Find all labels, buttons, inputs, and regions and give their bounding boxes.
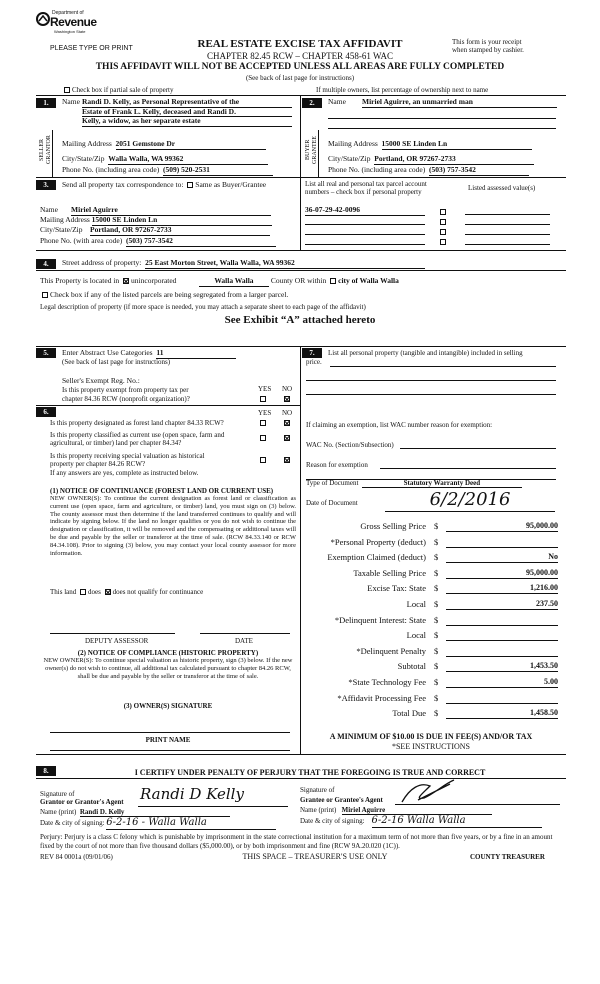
grantee-date-label: Date & city of signing:	[300, 817, 365, 825]
parcel-checkbox-2[interactable]	[438, 217, 448, 226]
currency-sign: $	[434, 692, 439, 703]
assessed-label: Listed assessed value(s)	[468, 184, 536, 192]
seller-name	[82, 98, 292, 127]
multiple-owners-note: If multiple owners, list percentage of ownership next to name	[316, 86, 489, 94]
amount-row	[300, 582, 560, 598]
amount-value	[446, 630, 558, 641]
doc-type-label: Type of Document	[306, 479, 359, 487]
dor-logo	[36, 10, 97, 40]
currency-sign: $	[434, 583, 439, 594]
unincorporated-checkbox[interactable]	[123, 278, 129, 284]
amount-label: Local	[406, 630, 426, 641]
currency-sign: $	[434, 645, 439, 656]
currency-sign: $	[434, 677, 439, 687]
amount-value	[446, 615, 558, 626]
buyer-name-label: Name	[328, 97, 346, 106]
amount-row	[300, 567, 560, 583]
continuance-body: NEW OWNER(S): To continue the current designation as forest land or classification as current use (open space, farm and agriculture, or timber) land, you must sign on (3) below. The county assessor must then determine if the land transferred continues to qualify and will indicate by signing below. If the land no longer qualifies or you do not wish to continue the designation or classification, it will be removed and the compensating or additional taxes will be due and payable by the seller or transferor at the time of sale. (RCW 84.33.140 or RCW 84.34.108). Prior to signing (3) below, you may contact your local county assessor for more information.	[50, 495, 296, 557]
unincorporated-label: unincorporated	[131, 276, 177, 285]
amount-label: Subtotal	[397, 661, 426, 672]
certify-statement: I CERTIFY UNDER PENALTY OF PERJURY THAT THE FOREGOING IS TRUE AND CORRECT	[134, 768, 486, 777]
sec5-see-back: (See back of last page for instructions)	[62, 358, 171, 366]
tax-corr-label: Send all property tax correspondence to:	[62, 180, 184, 189]
seller-city: Walla Walla, WA 99362	[108, 155, 268, 165]
segregated-checkbox[interactable]	[42, 292, 48, 298]
amount-value: 95,000.00	[446, 568, 558, 579]
amount-row	[300, 551, 560, 567]
amount-label: *Delinquent Interest: State	[334, 614, 426, 625]
dept-line-1: Department of	[52, 10, 84, 16]
within-city-checkbox[interactable]	[330, 278, 336, 284]
amount-row	[300, 520, 560, 536]
currency-sign: $	[434, 614, 439, 625]
land-label: This land	[50, 588, 77, 596]
wac-label: WAC No. (Section/Subsection)	[306, 441, 394, 449]
owner-signature-label: (3) OWNER(S) SIGNATURE	[123, 702, 213, 710]
q-current-use-no-checkbox[interactable]	[282, 433, 292, 442]
grantee-date: 6-2-16 Walla Walla	[372, 815, 542, 828]
section-6-badge: 6.	[36, 407, 56, 417]
seller-phone-label: Phone No. (including area code)	[62, 165, 160, 174]
same-as-buyer-label: Same as Buyer/Grantee	[195, 180, 267, 189]
q-forest: Is this property designated as forest land chapter 84.33 RCW?	[50, 419, 224, 427]
does-label: does	[88, 588, 101, 596]
city-of-label: city of Walla Walla	[338, 276, 399, 285]
parcel-label-2: numbers – check box if personal property	[305, 188, 422, 196]
grantee-sig-label-2: Grantee or Grantee's Agent	[300, 796, 383, 804]
type-print-note: PLEASE TYPE OR PRINT	[50, 45, 133, 52]
treasurer-space-label: THIS SPACE – TREASURER'S USE ONLY	[242, 852, 388, 861]
section-3-badge: 3.	[36, 180, 56, 190]
doc-type-row	[306, 479, 522, 488]
grantee-sig-label-1: Signature of	[300, 786, 335, 794]
amount-label: Gross Selling Price	[360, 521, 426, 531]
buyer-name: Miriel Aguirre, an unmarried man	[362, 98, 557, 108]
q-exempt-1: Is this property exempt from property tax per	[62, 386, 189, 394]
segregated-row	[40, 291, 288, 300]
q-exempt-2: chapter 84.36 RCW (nonprofit organization)?	[62, 395, 190, 403]
receipt-note-2: when stamped by cashier.	[452, 46, 524, 54]
partial-sale-row	[62, 86, 173, 94]
grantor-name-row	[40, 808, 230, 817]
tax-corr-city: Portland, OR 97267-2733	[90, 226, 270, 236]
street-row	[62, 259, 425, 269]
section-4-badge: 4.	[36, 259, 56, 269]
amount-value	[446, 537, 558, 548]
currency-sign: $	[434, 630, 439, 641]
amount-row	[300, 676, 560, 692]
seller-phone: (509) 520-2531	[163, 166, 273, 176]
sec6-no: NO	[282, 409, 293, 417]
same-as-buyer-checkbox[interactable]	[187, 182, 193, 188]
amount-row	[300, 536, 560, 552]
doc-type-value: Statutory Warranty Deed	[362, 479, 522, 488]
tax-corr-phone-row	[40, 237, 276, 247]
amount-row	[300, 629, 560, 645]
grantee-name: Miriel Aguirre	[342, 806, 492, 815]
currency-sign: $	[434, 708, 439, 719]
section-5-badge: 5.	[36, 348, 56, 358]
q-current-use-yes-checkbox[interactable]	[258, 433, 268, 442]
grantor-sig-label-2: Grantor or Grantor's Agent	[40, 798, 124, 806]
q-exempt-no-checkbox[interactable]	[282, 394, 292, 403]
seller-address-label: Mailing Address	[62, 139, 112, 148]
perjury-note: Perjury: Perjury is a class C felony which is punishable by imprisonment in the state correctional institution for a maximum term of not more than five years, or by a fine in an amount fixed by the court of not more than five thousand dollars ($5,000.00), or by both imprisonment and fine (RCW 9A.20.020 (1C)).	[40, 833, 553, 850]
amount-label: *State Technology Fee	[348, 677, 426, 687]
exempt-reg-label: Seller's Exempt Reg. No.:	[62, 376, 140, 385]
amount-value: 1,453.50	[446, 661, 558, 672]
buyer-phone: (503) 757-3542	[429, 166, 529, 176]
dept-line-3: Washington State	[54, 29, 86, 34]
seller-name-label: Name	[62, 97, 80, 106]
parcel-checkbox-4[interactable]	[438, 237, 448, 246]
see-instructions-note: *SEE INSTRUCTIONS	[391, 742, 470, 751]
currency-sign: $	[434, 521, 439, 531]
land-does-not-checkbox[interactable]	[105, 589, 111, 595]
partial-sale-checkbox[interactable]	[64, 87, 70, 93]
currency-sign: $	[434, 552, 439, 563]
amount-value: 1,458.50	[446, 708, 558, 719]
buyer-address-label: Mailing Address	[328, 139, 378, 148]
grantee-name-row	[300, 806, 492, 815]
sec6-yes: YES	[258, 409, 272, 417]
land-does-checkbox[interactable]	[80, 589, 86, 595]
form-chapter: CHAPTER 82.45 RCW – CHAPTER 458-61 WAC	[207, 51, 393, 61]
street-label: Street address of property:	[62, 258, 142, 267]
seller-city-row	[62, 155, 268, 165]
amount-row	[300, 614, 560, 630]
amount-label: Total Due	[392, 708, 426, 719]
tax-corr-row	[62, 181, 266, 190]
q-exempt-yes-checkbox[interactable]	[258, 394, 268, 403]
tax-corr-phone-label: Phone No. (with area code)	[40, 236, 123, 245]
q-historic-yes-checkbox[interactable]	[258, 455, 268, 464]
sec5-no: NO	[282, 385, 293, 393]
exemption-claim-label: If claiming an exemption, list WAC number reason for exemption:	[306, 421, 493, 429]
amount-label: *Affidavit Processing Fee	[337, 692, 426, 703]
amount-label: Local	[406, 599, 426, 609]
form-revision: REV 84 0001a (09/01/06)	[40, 853, 113, 861]
currency-sign: $	[434, 599, 439, 609]
sec5-yes: YES	[258, 385, 272, 393]
q-note: If any answers are yes, complete as instructed below.	[50, 469, 199, 477]
amount-value: 237.50	[446, 599, 558, 610]
seller-address-row	[62, 140, 266, 150]
amount-value: 5.00	[446, 677, 558, 688]
located-in-label: This Property is located in	[40, 276, 120, 285]
assessor-date-label: DATE	[235, 637, 253, 645]
continuance-title: (1) NOTICE OF CONTINUANCE (FOREST LAND OR CURRENT USE)	[50, 487, 274, 495]
parcel-label-1: List all real and personal tax parcel account	[305, 180, 427, 188]
amount-label: *Delinquent Penalty	[356, 645, 426, 656]
grantee-date-row	[300, 815, 542, 828]
grantor-name-label: Name (print)	[40, 808, 77, 816]
grantor-date: 6-2-16 - Walla Walla	[106, 817, 276, 830]
parcel-number-1: 36-07-29-42-0096	[305, 206, 425, 216]
currency-sign: $	[434, 567, 439, 578]
section-2-badge: 2.	[302, 98, 322, 108]
doc-date-label: Date of Document	[306, 499, 358, 507]
amount-value: No	[446, 552, 558, 563]
minimum-due-note: A MINIMUM OF $10.00 IS DUE IN FEE(S) AND/OR TAX	[329, 732, 533, 741]
buyer-city-label: City/State/Zip	[328, 154, 371, 163]
partial-sale-label: Check box if partial sale of property	[72, 86, 174, 94]
personal-prop-label-2: price.	[306, 358, 322, 366]
currency-sign: $	[434, 536, 439, 547]
grantor-sig-label-1: Signature of	[40, 790, 75, 798]
tax-corr-city-label: City/State/Zip	[40, 225, 83, 234]
tax-corr-name-label: Name	[40, 205, 58, 214]
buyer-city-row	[328, 155, 534, 165]
q-historic-no-checkbox[interactable]	[282, 455, 292, 464]
tax-corr-city-row	[40, 226, 270, 236]
amount-row	[300, 645, 560, 661]
currency-sign: $	[434, 661, 439, 672]
amount-row	[300, 598, 560, 614]
section-1-badge: 1.	[36, 98, 56, 108]
q-forest-no-checkbox[interactable]	[282, 418, 292, 427]
amount-label: Taxable Selling Price	[353, 567, 426, 578]
q-current-use-1: Is this property classified as current use (open space, farm and	[50, 431, 225, 439]
tax-corr-addr: 15000 SE Linden Ln	[92, 216, 272, 226]
amount-value: 95,000.00	[446, 521, 558, 532]
county-or-label: County OR within	[270, 276, 327, 285]
print-name-label: PRINT NAME	[145, 736, 191, 744]
county-value: Walla Walla	[199, 277, 269, 287]
county-treasurer-label: COUNTY TREASURER	[470, 853, 545, 861]
amount-label: Excise Tax: State	[367, 583, 426, 594]
amount-label: Exemption Claimed (deduct)	[327, 552, 426, 563]
seller-name-line-3: Kelly, a widow, as her separate estate	[82, 117, 292, 127]
section-8-badge: 8.	[36, 766, 56, 776]
form-warning: THIS AFFIDAVIT WILL NOT BE ACCEPTED UNLESS ALL AREAS ARE FULLY COMPLETED	[95, 62, 505, 72]
deputy-assessor-label: DEPUTY ASSESSOR	[85, 637, 149, 645]
section-7-badge: 7.	[302, 348, 322, 358]
exemption-reason-label: Reason for exemption	[306, 461, 368, 469]
receipt-note-1: This form is your receipt	[452, 38, 522, 46]
doc-date-value: 6/2/2016	[385, 490, 555, 512]
tax-corr-phone: (503) 757-3542	[126, 237, 276, 247]
grantor-date-label: Date & city of signing:	[40, 819, 105, 827]
amount-label: *Personal Property (deduct)	[330, 536, 426, 547]
seller-address: 2051 Gemstone Dr	[116, 140, 266, 150]
segregated-label: Check box if any of the listed parcels are being segregated from a larger parcel.	[50, 290, 289, 299]
historic-body: NEW OWNER(S): To continue special valuation as historic property, sign (3) below. If the new owner(s) do not wish to continue, all additional tax calculated pursuant to chapter 84.26 RCW, shall be due and payable by the seller or transferor at the time of sale.	[43, 657, 293, 680]
dept-line-2: Revenue	[50, 15, 97, 29]
see-back-note: (See back of last page for instructions)	[245, 74, 355, 82]
does-not-label: does not qualify for continuance	[112, 588, 204, 596]
form-title: REAL ESTATE EXCISE TAX AFFIDAVIT	[197, 38, 403, 50]
grantor-name: Randi D. Kelly	[80, 808, 230, 817]
buyer-side-label: BUYER GRANTEE	[305, 136, 318, 164]
seller-name-line-2: Estate of Frank L. Kelly, deceased and Randi D.	[82, 108, 292, 118]
grantor-date-row	[40, 817, 276, 830]
q-historic-2: property per chapter 84.26 RCW?	[50, 460, 146, 468]
abstract-value: 11	[156, 349, 236, 359]
buyer-address-row	[328, 140, 532, 150]
q-forest-yes-checkbox[interactable]	[258, 418, 268, 427]
seller-city-label: City/State/Zip	[62, 154, 105, 163]
q-current-use-2: agricultural, or timber) land per chapter 84.34?	[50, 439, 182, 447]
legal-desc-label: Legal description of property (if more space is needed, you may attach a separate sheet to each page of the affidavit)	[40, 303, 366, 311]
seller-phone-row	[62, 166, 273, 176]
grantee-signature	[400, 778, 460, 806]
amount-value	[446, 646, 558, 657]
buyer-phone-row	[328, 166, 529, 176]
amount-value: 1,216.00	[446, 583, 558, 594]
amount-row	[300, 692, 560, 708]
grantee-name-label: Name (print)	[300, 806, 337, 814]
amount-value	[446, 693, 558, 704]
amount-row	[300, 707, 560, 723]
exhibit-reference: See Exhibit “A” attached hereto	[224, 314, 376, 326]
abstract-label: Enter Abstract Use Categories	[62, 348, 153, 357]
historic-title: (2) NOTICE OF COMPLIANCE (HISTORIC PROPERTY)	[77, 649, 259, 657]
parcel-checkbox-3[interactable]	[438, 227, 448, 236]
street-address: 25 East Morton Street, Walla Walla, WA 99362	[145, 259, 425, 269]
personal-prop-label-1: List all personal property (tangible and intangible) included in selling	[328, 349, 523, 357]
buyer-phone-label: Phone No. (including area code)	[328, 165, 426, 174]
grantor-signature: Randi D Kelly	[140, 785, 244, 803]
location-row	[40, 277, 399, 287]
logo-mark-icon	[36, 12, 50, 26]
seller-side-label: SELLER GRANTOR	[39, 135, 52, 165]
buyer-city: Portland, OR 97267-2733	[374, 155, 534, 165]
land-qualify-row	[50, 588, 203, 596]
q-historic-1: Is this property receiving special valuation as historical	[50, 452, 205, 460]
buyer-address: 15000 SE Linden Ln	[382, 140, 532, 150]
tax-corr-addr-label: Mailing Address	[40, 215, 90, 224]
seller-name-line-1: Randi D. Kelly, as Personal Representative of the	[82, 98, 292, 108]
parcel-checkbox-1[interactable]	[438, 207, 448, 216]
amount-row	[300, 660, 560, 676]
tax-corr-name: Miriel Aguirre	[71, 206, 271, 216]
